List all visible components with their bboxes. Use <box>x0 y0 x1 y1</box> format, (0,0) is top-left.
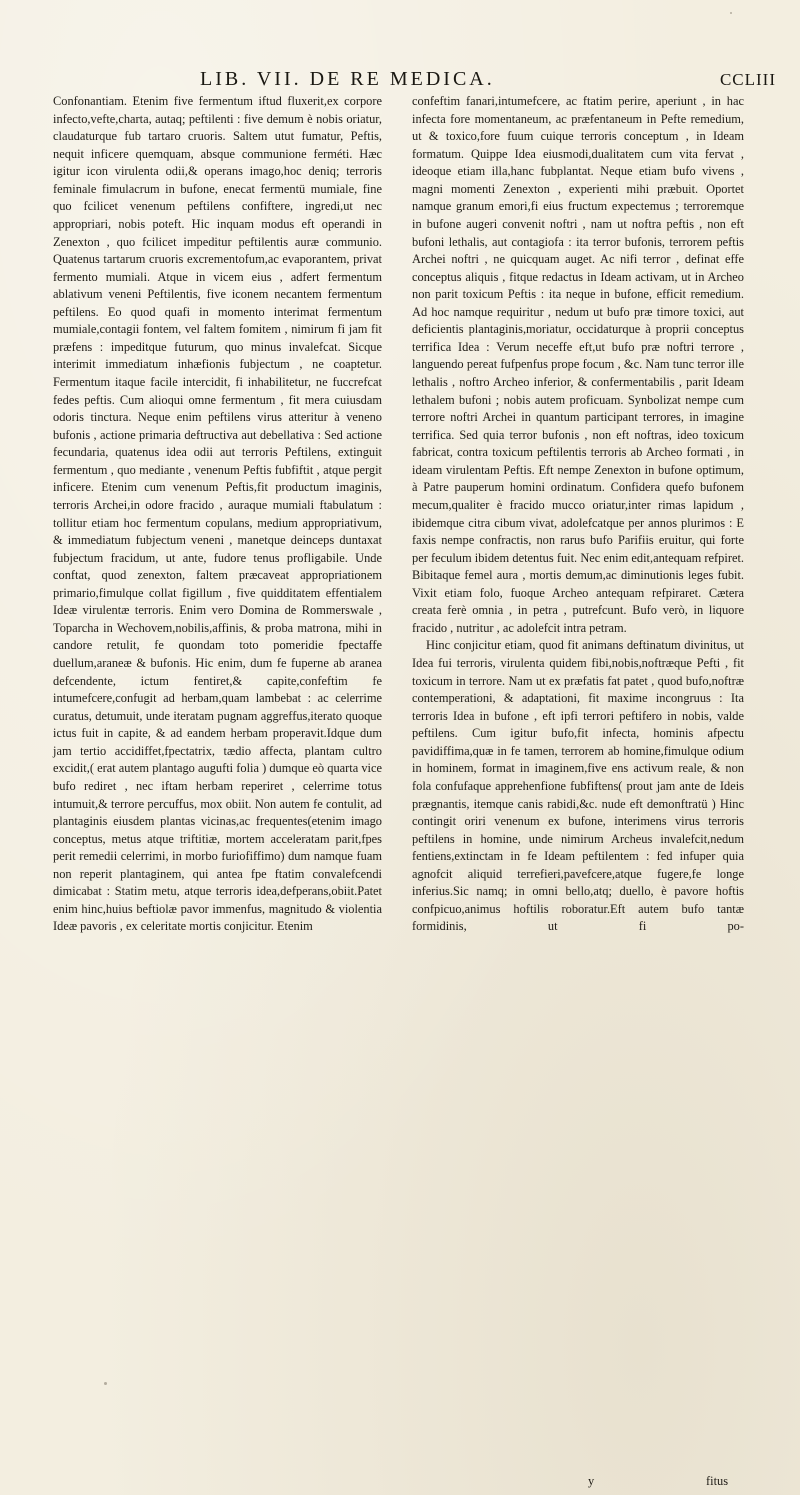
right-paragraph-2: Hinc conjicitur etiam, quod fit animans deftinatum divinitus, ut Idea fui terroris, virulenta quidem fibi,nobis,noftræque Pefti , fit toxicum in terrore. Nam ut ex præfatis fat patet , quod bufo,noftræ contemperationi, & adaptationi, fit maxime incongruus : Ita terroris Idea in bufone , eft ipfi terrori peftifero in nobis, valde peftilens. Cum igitur bufo,fit infecta, hominis afpectu pavidiffima,quæ in fe tamen, terrorem ab homine,fimulque odium in hominem, format in imaginem,five ens activum reale, & non fola confufaque apprehenfione fubfiftens( prout jam ante de Ideis prægnantis, itemque canis rabidi,&c. nude eft demonftratü ) Hinc contingit oriri venenum ex bufone, interimens virus terroris peftilens in homine, unde nimirum Archeus invalefcit,nedum fentiens,extinctam in fe Ideam peftilentem : fed infuper quia agnofcit aliquid terrefieri,pavefcere,atque fugere,fe longe inferius.Sic namq; in omni bello,atq; duello, è pavore hoftis confpicuo,animus hoftilis roboratur.Eft autem bufo tantæ formidinis, ut fi po- <box>412 638 744 934</box>
running-head <box>0 68 800 94</box>
ink-speck <box>104 1382 107 1385</box>
right-paragraph-1: confeftim fanari,intumefcere, ac ftatim perire, aperiunt , in hac infecta fore momentaneum, ac præfentaneum in Pefte remedium, ut & toxico,fore fuum cuique terroris conceptum , in Ideam formatum. Quippe Idea eiusmodi,dualitatem cum vita fervat , ideoque etiam illa,hanc fubplantat. Neque etiam bufo vivens , magni momenti Zenexton , experienti mihi præbuit. Oportet namque granum emori,fi eius fructum expectemus ; terroremque in bufone augeri convenit noftri , nam ut noftra peftis , non eft bufoni lethalis, aut contagiofa : ita terror bufonis, terrorem peftis Archei noftri , ne quicquam auget. Ac nifi terror , definat effe conceptus aliquis , fitque redactus in Ideam activam, ut in Archeo non parit toxicum Peftis : ita neque in bufone, efficit remedium. Ad hoc namque requiritur , nedum ut bufo præ timore toxici, aut deficientis plantaginis,moriatur, occidaturque à proprii conceptus terrifica Idea : Verum neceffe eft,ut bufo præ noftri terrore , languendo pereat fufpenfus prope focum , &c. Nam tunc terror ille lethalis , noftro Archeo inferior, & confermentabilis , parit Ideam lethalem bufoni ; nobis autem proficuam. Synbolizat nempe cum terrore noftri Archei in quantum participant terrores, in imagine terrifica. Sed quia terror bufonis , non eft noftras, ideo toxicum fabricat, contra toxicum peftilentis terroris ab Archeo formati , in ideam virulentam Peftis. Eft nempe Zenexton in bufone optimum, à Patre pauperum homini ordinatum. Confidera quefo bufonem mecum,qualiter è fracido mucco oriatur,inter rimas lapidum , ibidemque citra cibum vivat, adolefcatque per annos plurimos : E faxis nempe confractis, non rarus bufo Parifiis eruitur, qui forte per feculum ibidem detentus fuit. Nec enim edit,antequam refpiret. Bibitaque femel aura , mortis demum,ac diminutionis leges fubit. Vixit etiam folo, fuoque Archeo antequam refpiraret. Cætera creata ferè omnia , in petra , putrefcunt. Bufo verò, in liquore fracido , nutritur , ac adolefcit intra petram. <box>412 94 744 635</box>
catchword: fitus <box>706 1474 729 1488</box>
left-paragraph-1: Confonantiam. Etenim five fermentum iftud fluxerit,ex corpore infecto,vefte,charta, autaq; peftilenti : five demum è nobis oriatur, claudaturque fub tartaro cruoris. Saltem utut fumatur, Peftis, nequit inficere quemquam, absque communione ferméti. Hæc igitur icon virulenta odii,& operans imago,hoc deniq; terroris feminale fimulacrum in bufone, enecat fermentü mumiale, fine quo fcilicet venenum peftilens confiftere, ingredi,ut nec appropriari, nobis poteft. Hic inquam modus eft operandi in Zenexton , quo fcilicet impeditur peftilentis auræ communio. Quatenus tartarum cruoris excrementofum,ac evaporantem, privat fermento mumiali. Atque in vicem eius , adfert fermentum ablativum veneni Peftilentis, five iconem necantem fermentum peftilens. Eo quod quafi in momento interimat fermentum mumiale,contagii fontem, vel faltem fomitem , nimirum fi jam fit præfens : impeditque futurum, quo minus invalefcat. Sicque interimit immediatum inhæfionis fubjectum , ne coaptetur. Fermentum itaque facile intercidit, fi inhabilitetur, ne fuccrefcat fedes peftis. Cum alioqui omne fermentum , fit mera cuiusdam odoris tinctura. Neque enim peftilens virus atteritur à veneno bufonis , actione primaria deftructiva aut debellativa : Sed actione fecundaria, quatenus idea odii aut terroris Peftilens, extinguit fermentum , quo mediante , venenum Peftis fubfiftit , atque pergit inficere. Etenim cum venenum Peftis,fit productum imaginis, terroris Archei,in odore fracido , auraque mumiali ftabulatum : tollitur etiam hoc fermentum copulans, medium appropriativum, & immediatum fubjectum veneni , manetque deinceps duntaxat fubjectum fracidum, ut ante, fudore tenus profligabile. Unde conftat, quod zenexton, faltem præcaveat appropriationem primario,fimulque collat figillum , five quidditatem effentialem Ideæ virulentæ terroris. Enim vero Domina de Rommerswale , Toparcha in Wechovem,nobilis,affinis, & proba matrona, mihi in candore retulit, fe quondam toto pomeridie fpectaffe duellum,araneæ & bufonis. Hic enim, dum fe fuperne ab aranea defcendente, ictum fentiret,& capite,confeftim fe intumefcere,confugit ad herbam,quam lambebat : ac celerrime curatus, detumuit, unde iteratam pugnam aggreffus,iterato quoque ictus fuit in capite, & ad eandem herbam properavit.Idque dum jam tertio accidiffet,fpectatrix, tædio affecta, plantam cultro excidit,( erat autem plantago augufti folia ) dumque eò quarta vice bufo rediret , nec iftam herbam reperiret , celerrime totus intumuit,& terrore percuffus, mox obiit. Non autem fe contulit, ad plantaginis eiusdem plantas vicinas,ac frequentes(etenim imago conceptus, metus atque triftitiæ, mortem acceleratam parit,fpes perit remedii celerrimi, in morbo furiofiffimo) dum namque fuam non reperit plantaginem, qui antea fpe ftatim convalefcendi dimicabat : Statim metu, atque terroris idea,defperans,obiit.Patet enim hinc,huius beftiolæ pavor immenfus, magnitudo & violentia Ideæ pavoris , ex celeritate mortis conjicitur. Etenim <box>53 94 382 934</box>
page-number: CCLIII <box>719 70 776 89</box>
signature-mark: y <box>588 1474 595 1488</box>
running-title: LIB. VII. DE RE MEDICA. <box>200 68 495 90</box>
left-column <box>53 93 382 936</box>
ink-speck <box>730 12 732 14</box>
right-column <box>412 93 744 936</box>
